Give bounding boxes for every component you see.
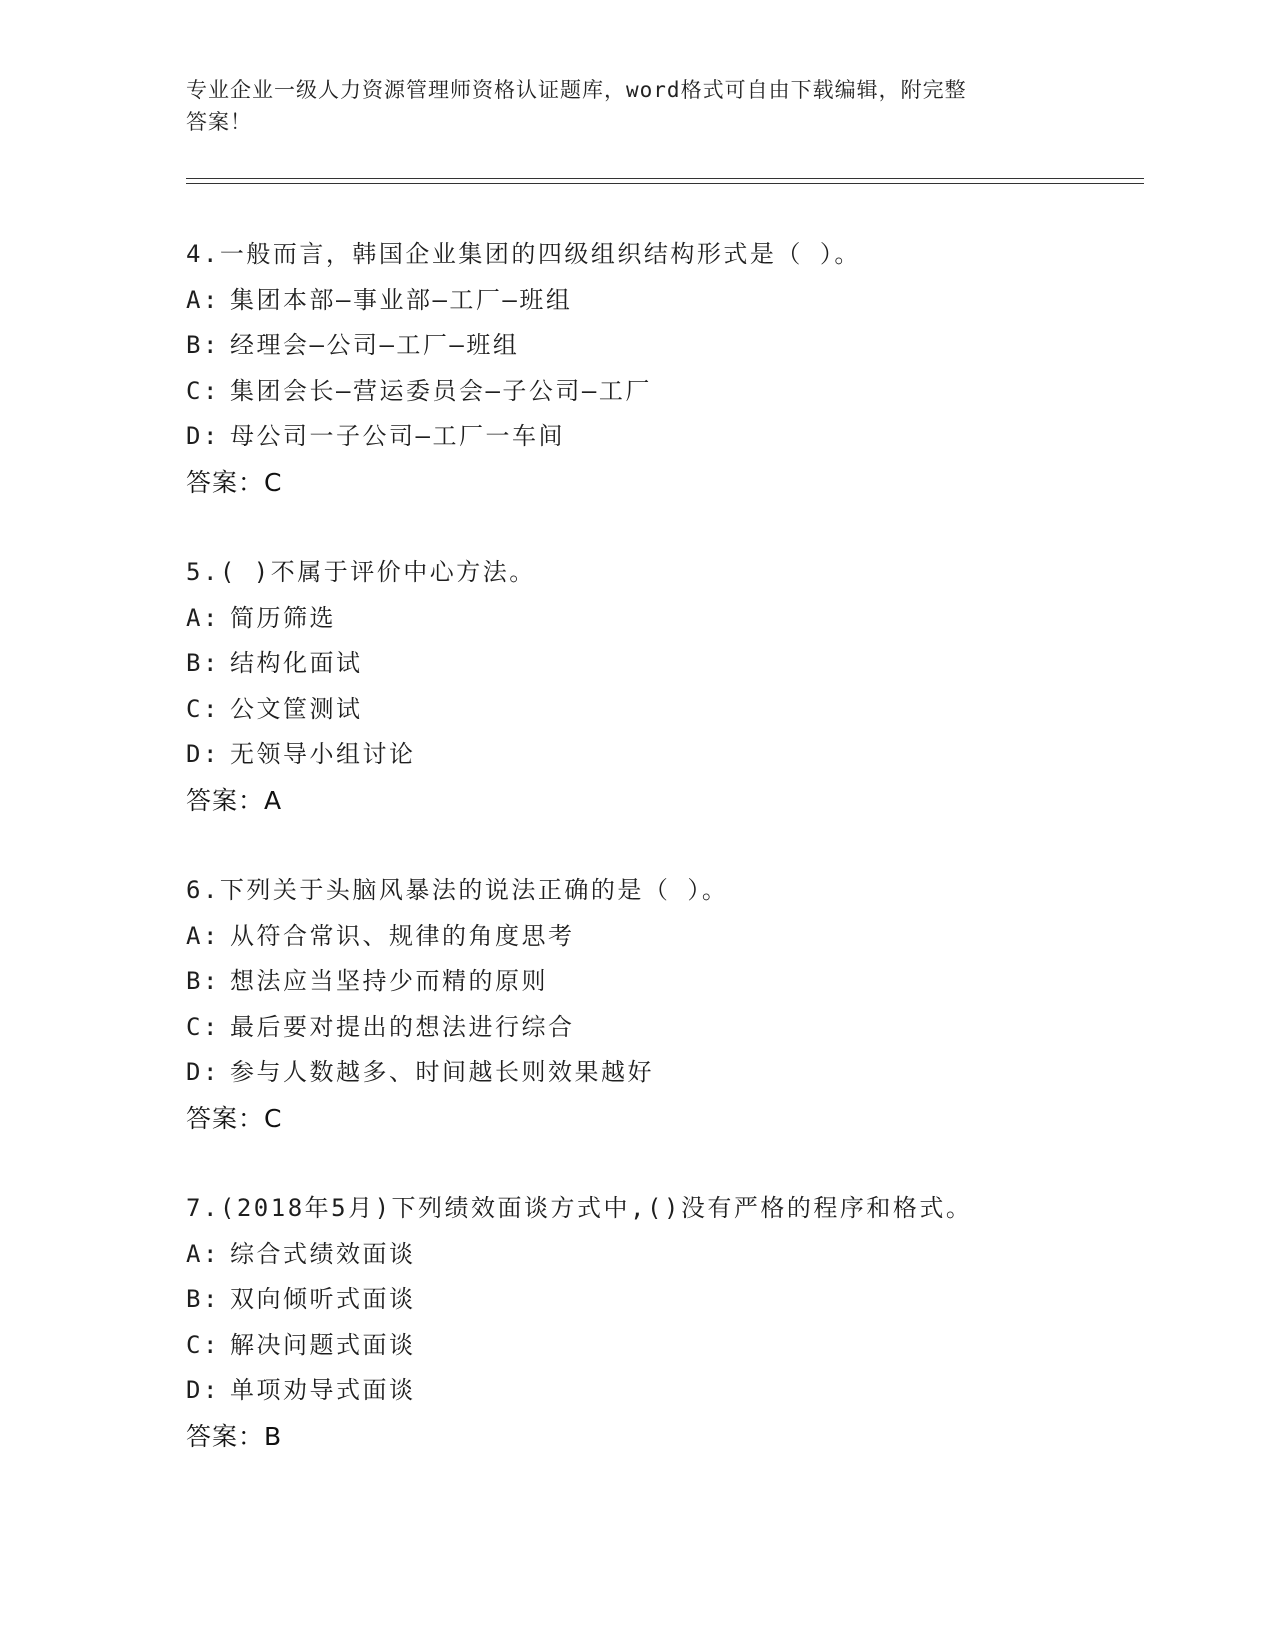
option-d <box>186 1368 1146 1414</box>
question-stem: 4.一般而言，韩国企业集团的四级组织结构形式是（ ）。 <box>186 240 861 268</box>
option-d <box>186 1050 1146 1096</box>
option-text: 结构化面试 <box>230 649 363 677</box>
option-text: 母公司一子公司—工厂一车间 <box>230 422 565 450</box>
option-text: 从符合常识、规律的角度思考 <box>230 921 575 950</box>
option-letter: A: <box>186 1239 220 1268</box>
option-text: 单项劝导式面谈 <box>230 1376 416 1404</box>
option-letter: B: <box>186 1285 220 1313</box>
option-text: 双向倾听式面谈 <box>230 1285 416 1313</box>
option-a <box>186 278 1146 324</box>
option-letter: A: <box>186 603 220 632</box>
option-c <box>186 1323 1146 1369</box>
option-b <box>186 323 1146 369</box>
option-letter: D: <box>186 422 220 450</box>
answer-label: 答案：A <box>186 785 283 815</box>
option-text: 最后要对提出的想法进行综合 <box>230 1012 575 1041</box>
question-stem: 6.下列关于头脑风暴法的说法正确的是（ ）。 <box>186 876 729 904</box>
option-letter: A: <box>186 921 220 950</box>
option-a <box>186 914 1146 960</box>
option-b <box>186 959 1146 1005</box>
option-text: 解决问题式面谈 <box>230 1330 416 1359</box>
option-letter: D: <box>186 1058 220 1086</box>
answer-label: 答案：C <box>186 467 283 497</box>
option-text: 公文筐测试 <box>230 694 363 723</box>
option-b <box>186 1277 1146 1323</box>
question-5 <box>186 550 1146 823</box>
header-line-1: 专业企业一级人力资源管理师资格认证题库，word格式可自由下载编辑，附完整 <box>186 78 967 102</box>
question-stem: 7.(2018年5月)下列绩效面谈方式中,()没有严格的程序和格式。 <box>186 1194 973 1222</box>
option-letter: C: <box>186 694 220 723</box>
option-letter: D: <box>186 1376 220 1404</box>
document-header <box>186 74 1086 138</box>
header-divider-bottom <box>186 183 1144 184</box>
option-b <box>186 641 1146 687</box>
header-line-2: 答案！ <box>186 110 252 134</box>
option-letter: B: <box>186 967 220 995</box>
option-letter: A: <box>186 285 220 314</box>
answer-label: 答案：B <box>186 1421 283 1451</box>
option-letter: B: <box>186 649 220 677</box>
option-text: 想法应当坚持少而精的原则 <box>230 967 548 995</box>
option-letter: C: <box>186 376 220 405</box>
option-text: 参与人数越多、时间越长则效果越好 <box>230 1058 654 1086</box>
option-text: 经理会—公司—工厂—班组 <box>230 331 520 359</box>
option-c <box>186 1005 1146 1051</box>
option-text: 无领导小组讨论 <box>230 740 416 768</box>
option-text: 集团会长—营运委员会—子公司—工厂 <box>230 376 652 405</box>
option-a <box>186 1232 1146 1278</box>
option-c <box>186 687 1146 733</box>
option-text: 简历筛选 <box>230 603 336 632</box>
option-d <box>186 732 1146 778</box>
header-divider-top <box>186 178 1144 179</box>
option-d <box>186 414 1146 460</box>
answer-label: 答案：C <box>186 1103 283 1133</box>
option-letter: C: <box>186 1012 220 1041</box>
option-a <box>186 596 1146 642</box>
question-7 <box>186 1186 1146 1459</box>
question-6 <box>186 868 1146 1141</box>
option-letter: B: <box>186 331 220 359</box>
option-text: 集团本部—事业部—工厂—班组 <box>230 285 573 314</box>
option-text: 综合式绩效面谈 <box>230 1239 416 1268</box>
option-letter: C: <box>186 1330 220 1359</box>
question-stem: 5.( )不属于评价中心方法。 <box>186 558 536 586</box>
option-letter: D: <box>186 740 220 768</box>
question-4 <box>186 232 1146 505</box>
option-c <box>186 369 1146 415</box>
